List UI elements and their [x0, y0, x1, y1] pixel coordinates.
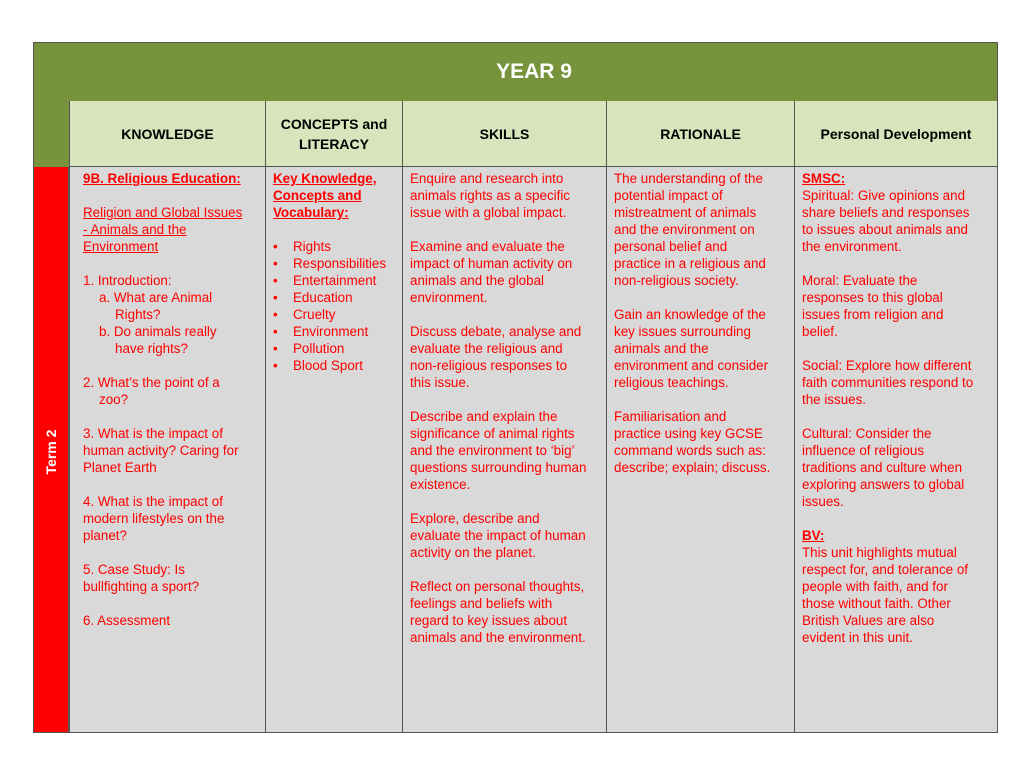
cultural-l2: influence of religious [802, 443, 925, 458]
rationale-2-l1: Gain an knowledge of the [614, 307, 766, 322]
rationale-3-l3: command words such as: [614, 443, 766, 458]
knowledge-item-4-l2: modern lifestyles on the [83, 511, 225, 526]
skill-1-l3: issue with a global impact. [410, 205, 567, 220]
header-knowledge: KNOWLEDGE [69, 101, 265, 167]
rationale-3-l2: practice using key GCSE [614, 426, 763, 441]
rationale-2-l2: key issues surrounding [614, 324, 751, 339]
knowledge-item-1b-l2: have rights? [115, 341, 188, 356]
skill-1-l1: Enquire and research into [410, 171, 564, 186]
knowledge-item-4-l1: 4. What is the impact of [83, 494, 223, 509]
rationale-2-l4: environment and consider [614, 358, 769, 373]
concepts-heading-l1: Key Knowledge, [273, 171, 377, 186]
bv-heading: BV: [802, 528, 825, 543]
vocab-item: • Cruelty [273, 307, 336, 322]
header-concepts-line1: CONCEPTS and [280, 115, 388, 132]
social-l3: the issues. [802, 392, 867, 407]
concepts-heading-l2: Concepts and [273, 188, 362, 203]
moral-l4: belief. [802, 324, 838, 339]
spiritual-l2: share beliefs and responses [802, 205, 970, 220]
rationale-3-l1: Familiarisation and [614, 409, 727, 424]
vocab-item: • Environment [273, 324, 369, 339]
knowledge-topic-l1: Religion and Global Issues [83, 205, 243, 220]
skill-4-l1: Describe and explain the [410, 409, 558, 424]
knowledge-heading: 9B. Religious Education: [83, 171, 241, 186]
rationale-1-l5: personal belief and [614, 239, 728, 254]
skill-3-l4: this issue. [410, 375, 470, 390]
rationale-2-l5: religious teachings. [614, 375, 729, 390]
vocab-item: • Rights [273, 239, 331, 254]
rationale-1-l6: practice in a religious and [614, 256, 766, 271]
knowledge-item-2-l1: 2. What’s the point of a [83, 375, 220, 390]
spiritual-l3: to issues about animals and [802, 222, 968, 237]
skill-4-l5: existence. [410, 477, 471, 492]
rationale-1-l7: non-religious society. [614, 273, 739, 288]
knowledge-topic-l2: - Animals and the [83, 222, 187, 237]
rationale-1-l2: potential impact of [614, 188, 723, 203]
skill-3-l2: evaluate the religious and [410, 341, 563, 356]
cultural-l1: Cultural: Consider the [802, 426, 932, 441]
knowledge-item-3-l1: 3. What is the impact of [83, 426, 223, 441]
header-rationale: RATIONALE [606, 101, 794, 167]
knowledge-item-3-l3: Planet Earth [83, 460, 157, 475]
moral-l3: issues from religion and [802, 307, 944, 322]
moral-l1: Moral: Evaluate the [802, 273, 918, 288]
table-frame [33, 42, 998, 733]
knowledge-item-1a-l2: Rights? [115, 307, 161, 322]
spiritual-l1: Spiritual: Give opinions and [802, 188, 966, 203]
skill-2-l1: Examine and evaluate the [410, 239, 565, 254]
rationale-2-l3: animals and the [614, 341, 709, 356]
skill-6-l2: feelings and beliefs with [410, 596, 553, 611]
bv-l2: respect for, and tolerance of [802, 562, 968, 577]
knowledge-item-6: 6. Assessment [83, 613, 171, 628]
skill-3-l3: non-religious responses to [410, 358, 568, 373]
rationale-1-l3: mistreatment of animals [614, 205, 757, 220]
page-title: YEAR 9 [496, 60, 572, 83]
social-l2: faith communities respond to [802, 375, 974, 390]
knowledge-item-3-l2: human activity? Caring for [83, 443, 239, 458]
rationale-3-l4: describe; explain; discuss. [614, 460, 771, 475]
moral-l2: responses to this global [802, 290, 943, 305]
knowledge-topic-l3: Environment [83, 239, 159, 254]
skill-6-l1: Reflect on personal thoughts, [410, 579, 585, 594]
social-l1: Social: Explore how different [802, 358, 972, 373]
rationale-1-l1: The understanding of the [614, 171, 763, 186]
skill-2-l2: impact of human activity on [410, 256, 573, 271]
knowledge-item-1: 1. Introduction: [83, 273, 172, 288]
term-label: Term 2 [43, 429, 59, 475]
smsc-heading: SMSC: [802, 171, 846, 186]
skill-4-l2: significance of animal rights [410, 426, 575, 441]
header-skills: SKILLS [402, 101, 606, 167]
skill-6-l3: regard to key issues about [410, 613, 568, 628]
skill-5-l1: Explore, describe and [410, 511, 540, 526]
spiritual-l4: the environment. [802, 239, 902, 254]
knowledge-item-1b-l1: b. Do animals really [99, 324, 217, 339]
skill-2-l4: environment. [410, 290, 488, 305]
skill-1-l2: animals rights as a specific [410, 188, 571, 203]
skill-4-l3: and the environment to ‘big’ [410, 443, 575, 458]
vocab-item: • Responsibilities [273, 256, 387, 271]
skill-5-l3: activity on the planet. [410, 545, 536, 560]
cultural-l5: issues. [802, 494, 844, 509]
header-concepts-line2: LITERACY [298, 135, 369, 152]
vocab-item: • Education [273, 290, 353, 305]
cultural-l4: exploring answers to global [802, 477, 965, 492]
bv-l5: British Values are also [802, 613, 935, 628]
knowledge-item-2-l2: zoo? [99, 392, 129, 407]
vocab-item: • Entertainment [273, 273, 377, 288]
skill-4-l4: questions surrounding human [410, 460, 587, 475]
bv-l1: This unit highlights mutual [802, 545, 957, 560]
knowledge-item-1a-l1: a. What are Animal [99, 290, 213, 305]
rationale-1-l4: and the environment on [614, 222, 755, 237]
bv-l6: evident in this unit. [802, 630, 913, 645]
skill-5-l2: evaluate the impact of human [410, 528, 586, 543]
bv-l4: those without faith. Other [802, 596, 951, 611]
skill-3-l1: Discuss debate, analyse and [410, 324, 582, 339]
header-personal: Personal Development [794, 101, 998, 167]
skill-6-l4: animals and the environment. [410, 630, 586, 645]
skill-2-l3: animals and the global [410, 273, 544, 288]
cultural-l3: traditions and culture when [802, 460, 963, 475]
knowledge-item-5-l1: 5. Case Study: Is [83, 562, 185, 577]
knowledge-item-5-l2: bullfighting a sport? [83, 579, 200, 594]
concepts-heading-l3: Vocabulary: [273, 205, 349, 220]
vocab-item: • Pollution [273, 341, 345, 356]
knowledge-item-4-l3: planet? [83, 528, 127, 543]
bv-l3: people with faith, and for [802, 579, 948, 594]
vocab-item: • Blood Sport [273, 358, 363, 373]
